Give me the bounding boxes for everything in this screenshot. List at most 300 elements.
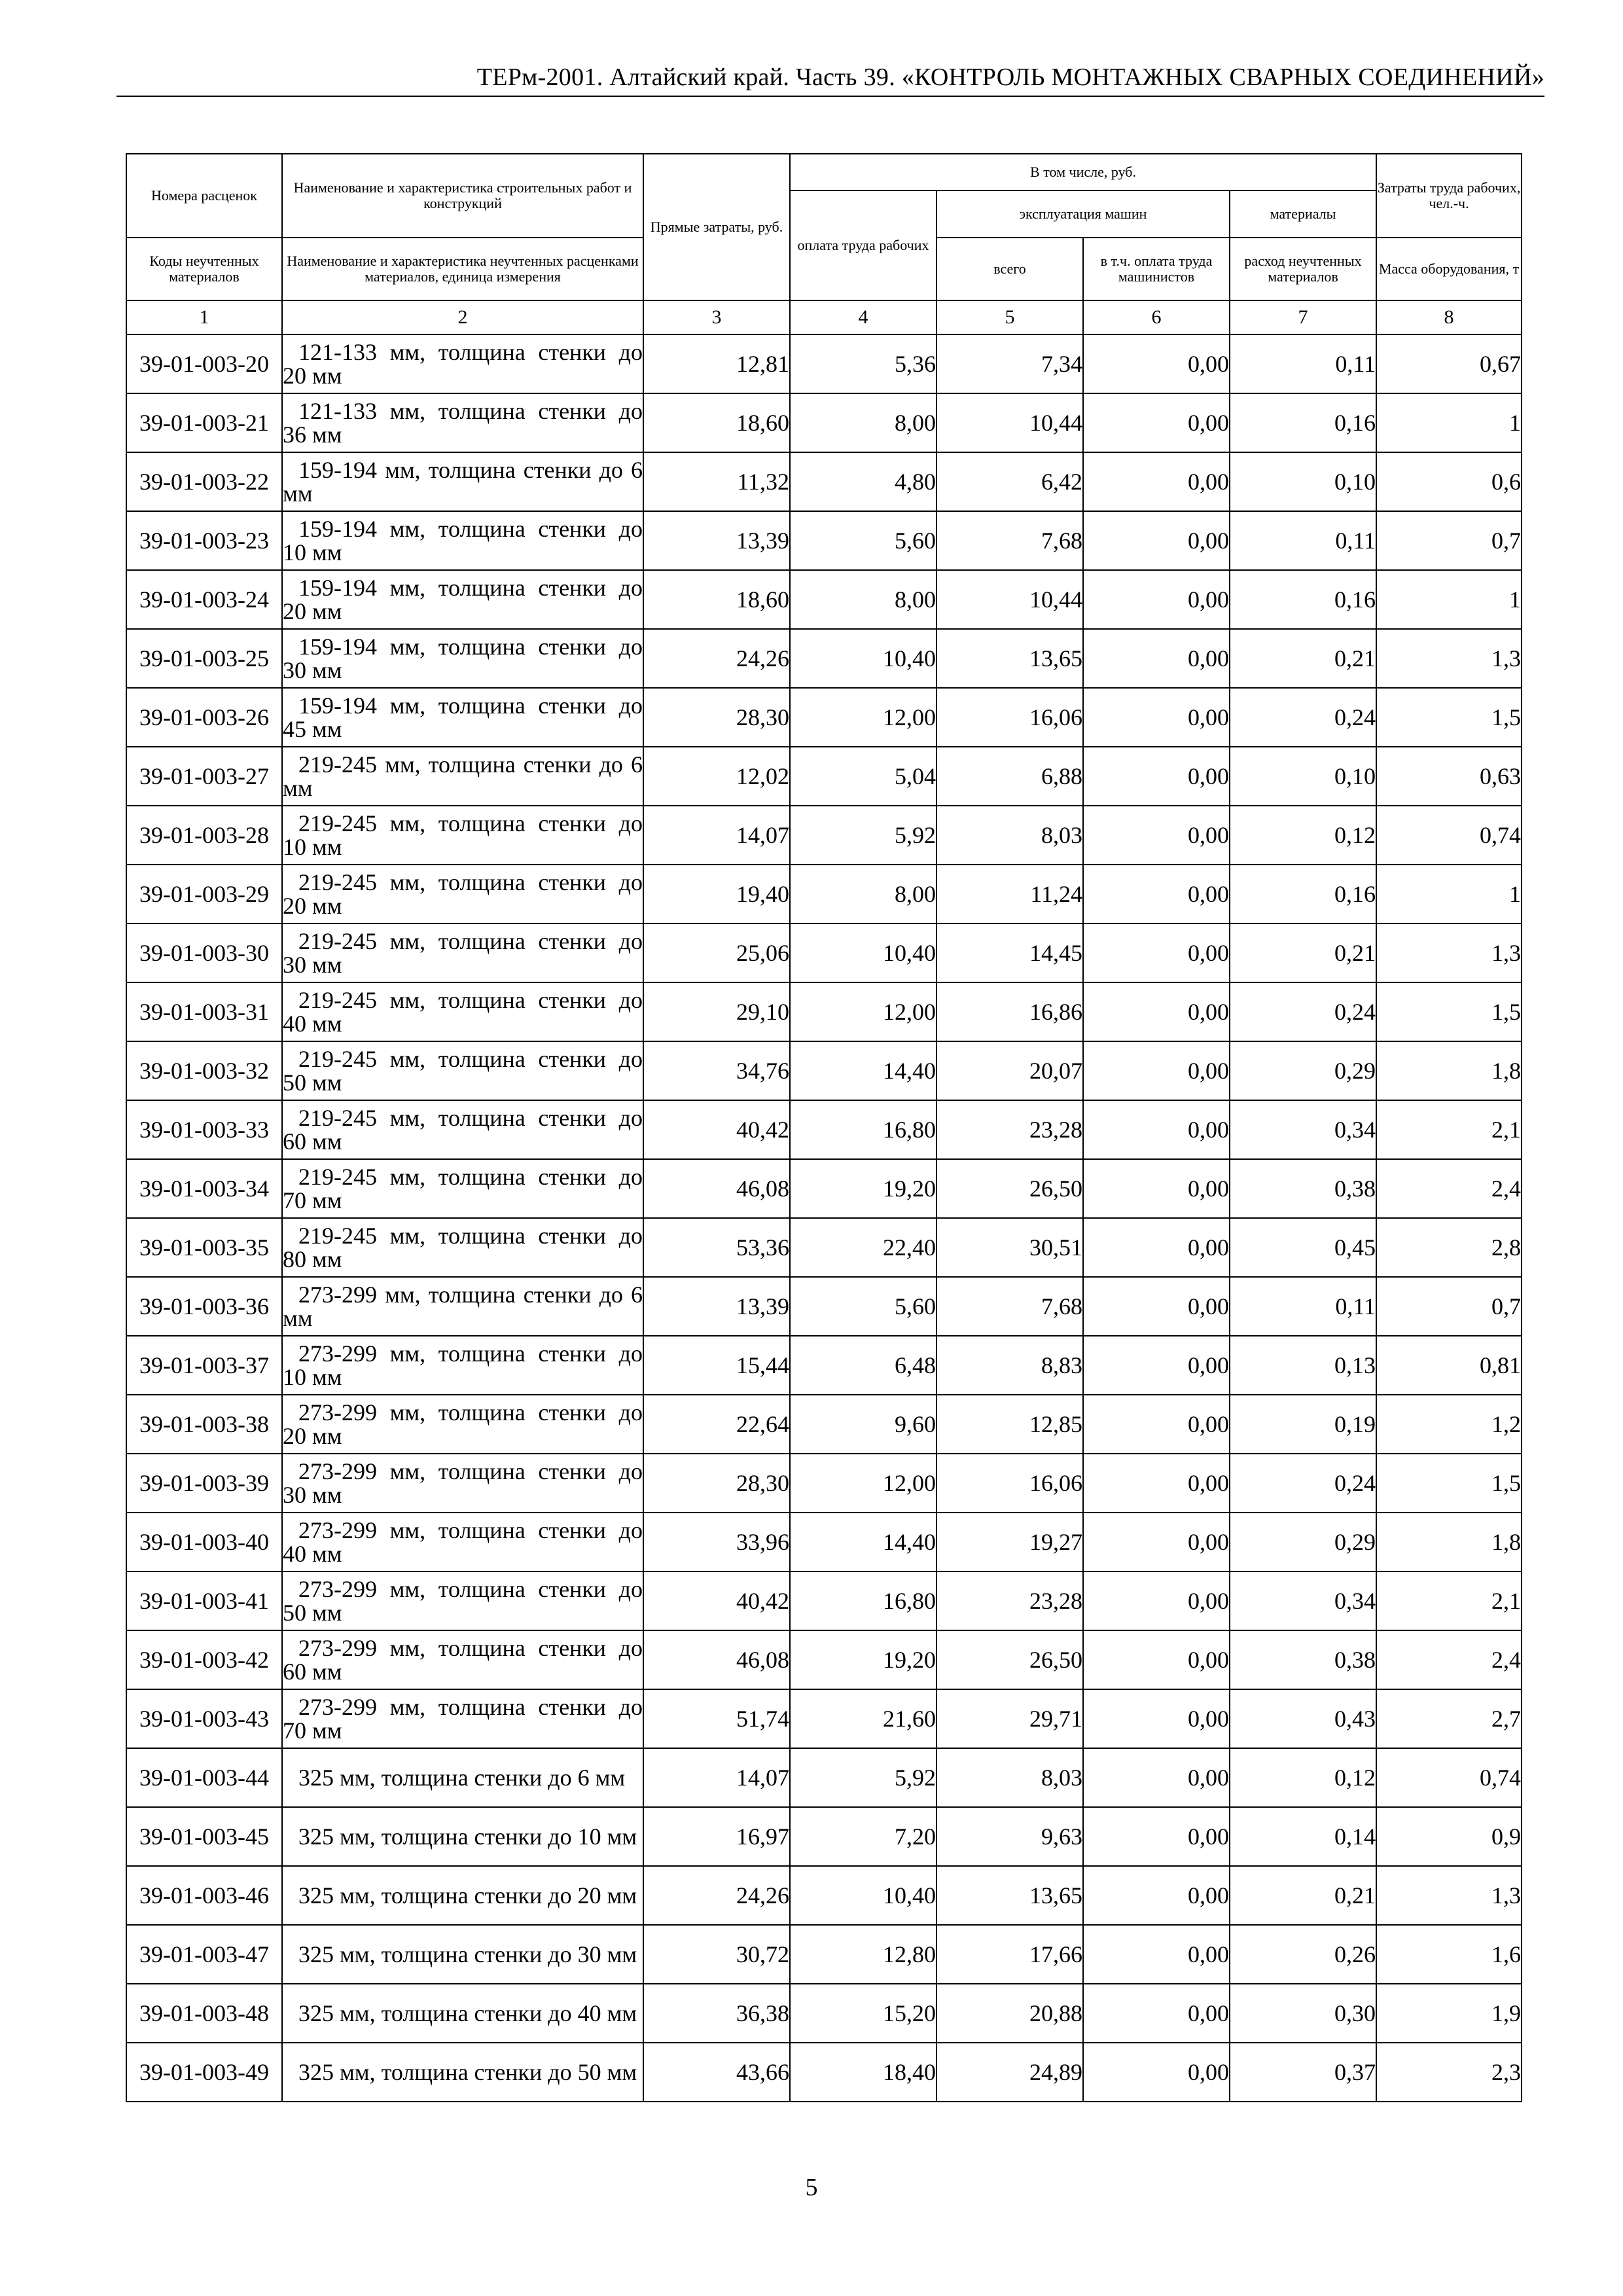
value-c3: 13,39 — [643, 1277, 790, 1336]
header-direct-costs: Прямые затраты, руб. — [643, 154, 790, 300]
value-c4: 19,20 — [790, 1159, 936, 1218]
rate-description-cell — [282, 1807, 643, 1866]
rate-description: 273-299 мм, толщина стенки до 10 мм — [283, 1340, 643, 1390]
rate-description: 219-245 мм, толщина стенки до 60 мм — [283, 1105, 643, 1155]
value-c5: 8,03 — [936, 1748, 1083, 1807]
rate-description-cell — [282, 924, 643, 982]
value-c8: 0,63 — [1376, 747, 1522, 806]
table-row — [126, 1571, 1522, 1630]
value-c7: 0,19 — [1230, 1395, 1376, 1454]
value-c3: 40,42 — [643, 1100, 790, 1159]
rate-description: 273-299 мм, толщина стенки до 20 мм — [283, 1399, 643, 1449]
value-c8: 1,9 — [1376, 1984, 1522, 2043]
value-c5: 23,28 — [936, 1100, 1083, 1159]
value-c6: 0,00 — [1083, 452, 1230, 511]
table-row — [126, 511, 1522, 570]
value-c4: 9,60 — [790, 1395, 936, 1454]
rate-code: 39-01-003-34 — [126, 1159, 282, 1218]
value-c5: 29,71 — [936, 1689, 1083, 1748]
value-c5: 13,65 — [936, 1866, 1083, 1925]
rate-code: 39-01-003-24 — [126, 570, 282, 629]
rate-description-cell — [282, 511, 643, 570]
rate-code: 39-01-003-26 — [126, 688, 282, 747]
value-c6: 0,00 — [1083, 747, 1230, 806]
rate-code: 39-01-003-49 — [126, 2043, 282, 2102]
table-row — [126, 1630, 1522, 1689]
rate-code: 39-01-003-23 — [126, 511, 282, 570]
rate-code: 39-01-003-44 — [126, 1748, 282, 1807]
value-c8: 0,74 — [1376, 1748, 1522, 1807]
rate-description: 219-245 мм, толщина стенки до 50 мм — [283, 1046, 643, 1096]
value-c3: 46,08 — [643, 1630, 790, 1689]
rate-description: 273-299 мм, толщина стенки до 60 мм — [283, 1635, 643, 1685]
value-c6: 0,00 — [1083, 1571, 1230, 1630]
value-c6: 0,00 — [1083, 1454, 1230, 1513]
rate-code: 39-01-003-37 — [126, 1336, 282, 1395]
value-c4: 22,40 — [790, 1218, 936, 1277]
rate-code: 39-01-003-28 — [126, 806, 282, 865]
value-c5: 23,28 — [936, 1571, 1083, 1630]
value-c7: 0,38 — [1230, 1159, 1376, 1218]
rate-description-cell — [282, 1513, 643, 1571]
value-c8: 0,9 — [1376, 1807, 1522, 1866]
value-c5: 6,88 — [936, 747, 1083, 806]
header-material-codes: Коды неучтенных материалов — [126, 238, 282, 300]
rate-code: 39-01-003-22 — [126, 452, 282, 511]
value-c5: 10,44 — [936, 570, 1083, 629]
value-c4: 5,04 — [790, 747, 936, 806]
table-row — [126, 1277, 1522, 1336]
value-c6: 0,00 — [1083, 1630, 1230, 1689]
header-labor-pay: оплата труда рабочих — [790, 190, 936, 300]
rate-description: 121-133 мм, толщина стенки до 20 мм — [283, 339, 643, 389]
value-c4: 16,80 — [790, 1571, 936, 1630]
rate-code: 39-01-003-32 — [126, 1041, 282, 1100]
value-c8: 1 — [1376, 393, 1522, 452]
value-c4: 5,60 — [790, 511, 936, 570]
value-c7: 0,24 — [1230, 1454, 1376, 1513]
table-row — [126, 1159, 1522, 1218]
value-c4: 5,36 — [790, 334, 936, 393]
rate-description: 219-245 мм, толщина стенки до 40 мм — [283, 987, 643, 1037]
value-c7: 0,12 — [1230, 1748, 1376, 1807]
value-c3: 25,06 — [643, 924, 790, 982]
column-number: 6 — [1083, 300, 1230, 334]
table-row — [126, 806, 1522, 865]
value-c7: 0,21 — [1230, 1866, 1376, 1925]
value-c7: 0,24 — [1230, 982, 1376, 1041]
value-c6: 0,00 — [1083, 1159, 1230, 1218]
rate-description-cell — [282, 452, 643, 511]
header-materials: материалы — [1230, 190, 1376, 238]
value-c6: 0,00 — [1083, 1277, 1230, 1336]
rate-description: 325 мм, толщина стенки до 50 мм — [298, 2059, 637, 2085]
value-c3: 18,60 — [643, 393, 790, 452]
header-machines-total: всего — [936, 238, 1083, 300]
value-c6: 0,00 — [1083, 1513, 1230, 1571]
value-c8: 1 — [1376, 570, 1522, 629]
rate-code: 39-01-003-41 — [126, 1571, 282, 1630]
rate-description: 325 мм, толщина стенки до 10 мм — [298, 1823, 637, 1850]
value-c4: 12,00 — [790, 982, 936, 1041]
value-c8: 1 — [1376, 865, 1522, 924]
rate-code: 39-01-003-43 — [126, 1689, 282, 1748]
value-c5: 30,51 — [936, 1218, 1083, 1277]
value-c5: 7,68 — [936, 511, 1083, 570]
table-row — [126, 1689, 1522, 1748]
rate-description: 325 мм, толщина стенки до 40 мм — [298, 2000, 637, 2026]
value-c5: 20,88 — [936, 1984, 1083, 2043]
rate-code: 39-01-003-38 — [126, 1395, 282, 1454]
rate-code: 39-01-003-46 — [126, 1866, 282, 1925]
value-c5: 10,44 — [936, 393, 1083, 452]
value-c5: 9,63 — [936, 1807, 1083, 1866]
rate-description-cell — [282, 982, 643, 1041]
value-c5: 8,03 — [936, 806, 1083, 865]
rate-description-cell — [282, 1041, 643, 1100]
rate-code: 39-01-003-25 — [126, 629, 282, 688]
value-c6: 0,00 — [1083, 1041, 1230, 1100]
rate-description-cell — [282, 806, 643, 865]
value-c5: 11,24 — [936, 865, 1083, 924]
rate-description-cell — [282, 1748, 643, 1807]
rate-description: 159-194 мм, толщина стенки до 30 мм — [283, 634, 643, 683]
header-machines: эксплуатация машин — [936, 190, 1230, 238]
value-c5: 12,85 — [936, 1395, 1083, 1454]
value-c4: 16,80 — [790, 1100, 936, 1159]
value-c8: 2,8 — [1376, 1218, 1522, 1277]
table-row — [126, 982, 1522, 1041]
value-c7: 0,11 — [1230, 511, 1376, 570]
value-c6: 0,00 — [1083, 629, 1230, 688]
value-c5: 26,50 — [936, 1159, 1083, 1218]
value-c7: 0,16 — [1230, 570, 1376, 629]
value-c8: 1,8 — [1376, 1041, 1522, 1100]
rate-description: 325 мм, толщина стенки до 30 мм — [298, 1941, 637, 1967]
table-row — [126, 1336, 1522, 1395]
value-c8: 1,5 — [1376, 982, 1522, 1041]
rate-description: 219-245 мм, толщина стенки до 20 мм — [283, 869, 643, 919]
value-c8: 1,3 — [1376, 924, 1522, 982]
value-c6: 0,00 — [1083, 924, 1230, 982]
value-c7: 0,24 — [1230, 688, 1376, 747]
value-c8: 2,3 — [1376, 2043, 1522, 2102]
value-c8: 1,3 — [1376, 1866, 1522, 1925]
value-c3: 46,08 — [643, 1159, 790, 1218]
rate-description: 219-245 мм, толщина стенки до 80 мм — [283, 1223, 643, 1272]
value-c7: 0,16 — [1230, 393, 1376, 452]
value-c7: 0,14 — [1230, 1807, 1376, 1866]
table-row — [126, 1984, 1522, 2043]
value-c7: 0,34 — [1230, 1100, 1376, 1159]
value-c5: 7,34 — [936, 334, 1083, 393]
value-c3: 24,26 — [643, 1866, 790, 1925]
value-c6: 0,00 — [1083, 982, 1230, 1041]
rate-description: 159-194 мм, толщина стенки до 20 мм — [283, 575, 643, 624]
value-c7: 0,11 — [1230, 334, 1376, 393]
value-c8: 1,2 — [1376, 1395, 1522, 1454]
value-c7: 0,21 — [1230, 924, 1376, 982]
value-c3: 12,02 — [643, 747, 790, 806]
value-c3: 43,66 — [643, 2043, 790, 2102]
value-c3: 24,26 — [643, 629, 790, 688]
value-c7: 0,43 — [1230, 1689, 1376, 1748]
value-c6: 0,00 — [1083, 570, 1230, 629]
value-c7: 0,45 — [1230, 1218, 1376, 1277]
rate-description-cell — [282, 865, 643, 924]
rate-description-cell — [282, 629, 643, 688]
rate-description-cell — [282, 688, 643, 747]
value-c3: 11,32 — [643, 452, 790, 511]
rate-description-cell — [282, 1336, 643, 1395]
rate-description-cell — [282, 1218, 643, 1277]
value-c4: 14,40 — [790, 1041, 936, 1100]
table-row — [126, 2043, 1522, 2102]
rate-description: 121-133 мм, толщина стенки до 36 мм — [283, 398, 643, 448]
table-row — [126, 393, 1522, 452]
value-c3: 30,72 — [643, 1925, 790, 1984]
rate-code: 39-01-003-27 — [126, 747, 282, 806]
value-c6: 0,00 — [1083, 1100, 1230, 1159]
table-row — [126, 1807, 1522, 1866]
value-c7: 0,12 — [1230, 806, 1376, 865]
value-c4: 19,20 — [790, 1630, 936, 1689]
value-c3: 29,10 — [643, 982, 790, 1041]
rate-description-cell — [282, 747, 643, 806]
rate-description-cell — [282, 570, 643, 629]
value-c5: 13,65 — [936, 629, 1083, 688]
column-number: 5 — [936, 300, 1083, 334]
table-row — [126, 629, 1522, 688]
table-row — [126, 1041, 1522, 1100]
value-c3: 22,64 — [643, 1395, 790, 1454]
value-c3: 13,39 — [643, 511, 790, 570]
value-c6: 0,00 — [1083, 1395, 1230, 1454]
header-equipment-mass: Масса оборудования, т — [1376, 238, 1522, 300]
rate-description-cell — [282, 1984, 643, 2043]
value-c7: 0,13 — [1230, 1336, 1376, 1395]
table-row — [126, 1748, 1522, 1807]
value-c7: 0,26 — [1230, 1925, 1376, 1984]
rate-code: 39-01-003-36 — [126, 1277, 282, 1336]
value-c8: 0,7 — [1376, 1277, 1522, 1336]
value-c6: 0,00 — [1083, 1689, 1230, 1748]
rate-code: 39-01-003-40 — [126, 1513, 282, 1571]
value-c3: 19,40 — [643, 865, 790, 924]
rate-description-cell — [282, 1866, 643, 1925]
value-c5: 7,68 — [936, 1277, 1083, 1336]
value-c5: 24,89 — [936, 2043, 1083, 2102]
value-c3: 14,07 — [643, 806, 790, 865]
value-c6: 0,00 — [1083, 511, 1230, 570]
value-c4: 6,48 — [790, 1336, 936, 1395]
value-c6: 0,00 — [1083, 865, 1230, 924]
value-c7: 0,30 — [1230, 1984, 1376, 2043]
value-c4: 10,40 — [790, 924, 936, 982]
rate-description: 325 мм, толщина стенки до 6 мм — [298, 1765, 626, 1791]
value-c4: 10,40 — [790, 629, 936, 688]
value-c6: 0,00 — [1083, 1866, 1230, 1925]
value-c8: 2,1 — [1376, 1100, 1522, 1159]
header-materials-consumption: расход неучтенных материалов — [1230, 238, 1376, 300]
rate-code: 39-01-003-21 — [126, 393, 282, 452]
value-c7: 0,37 — [1230, 2043, 1376, 2102]
value-c4: 8,00 — [790, 865, 936, 924]
rate-description-cell — [282, 1159, 643, 1218]
value-c3: 12,81 — [643, 334, 790, 393]
rate-code: 39-01-003-48 — [126, 1984, 282, 2043]
value-c7: 0,34 — [1230, 1571, 1376, 1630]
value-c6: 0,00 — [1083, 1748, 1230, 1807]
rate-code: 39-01-003-42 — [126, 1630, 282, 1689]
value-c3: 51,74 — [643, 1689, 790, 1748]
value-c8: 0,74 — [1376, 806, 1522, 865]
value-c8: 1,8 — [1376, 1513, 1522, 1571]
value-c6: 0,00 — [1083, 1925, 1230, 1984]
value-c3: 40,42 — [643, 1571, 790, 1630]
value-c3: 15,44 — [643, 1336, 790, 1395]
value-c3: 36,38 — [643, 1984, 790, 2043]
table-row — [126, 1395, 1522, 1454]
value-c5: 17,66 — [936, 1925, 1083, 1984]
value-c7: 0,10 — [1230, 747, 1376, 806]
column-number: 3 — [643, 300, 790, 334]
rate-description: 159-194 мм, толщина стенки до 45 мм — [283, 692, 643, 742]
rate-description: 159-194 мм, толщина стенки до 6 мм — [283, 457, 643, 507]
rate-description: 219-245 мм, толщина стенки до 70 мм — [283, 1164, 643, 1213]
table-row — [126, 1513, 1522, 1571]
value-c8: 0,7 — [1376, 511, 1522, 570]
value-c8: 2,4 — [1376, 1159, 1522, 1218]
value-c3: 33,96 — [643, 1513, 790, 1571]
rate-description: 325 мм, толщина стенки до 20 мм — [298, 1882, 637, 1909]
rate-code: 39-01-003-47 — [126, 1925, 282, 1984]
value-c5: 6,42 — [936, 452, 1083, 511]
rate-code: 39-01-003-45 — [126, 1807, 282, 1866]
value-c7: 0,11 — [1230, 1277, 1376, 1336]
value-c5: 16,06 — [936, 1454, 1083, 1513]
value-c5: 16,86 — [936, 982, 1083, 1041]
rate-code: 39-01-003-35 — [126, 1218, 282, 1277]
table-row — [126, 1925, 1522, 1984]
value-c5: 14,45 — [936, 924, 1083, 982]
rate-description: 159-194 мм, толщина стенки до 10 мм — [283, 516, 643, 565]
header-labor-costs: Затраты труда рабочих, чел.-ч. — [1376, 154, 1522, 238]
value-c6: 0,00 — [1083, 1807, 1230, 1866]
rate-code: 39-01-003-20 — [126, 334, 282, 393]
rate-code: 39-01-003-39 — [126, 1454, 282, 1513]
value-c4: 21,60 — [790, 1689, 936, 1748]
table-row — [126, 688, 1522, 747]
rate-description-cell — [282, 1630, 643, 1689]
value-c3: 28,30 — [643, 688, 790, 747]
header-material-name: Наименование и характеристика неучтенных расценками материалов, единица измерения — [282, 238, 643, 300]
value-c8: 2,7 — [1376, 1689, 1522, 1748]
rate-description-cell — [282, 1277, 643, 1336]
rate-description-cell — [282, 1454, 643, 1513]
value-c4: 12,00 — [790, 688, 936, 747]
rate-description-cell — [282, 1925, 643, 1984]
value-c8: 1,5 — [1376, 688, 1522, 747]
value-c5: 8,83 — [936, 1336, 1083, 1395]
rate-code: 39-01-003-30 — [126, 924, 282, 982]
value-c4: 10,40 — [790, 1866, 936, 1925]
rate-description-cell — [282, 334, 643, 393]
column-number: 7 — [1230, 300, 1376, 334]
rates-table — [126, 153, 1522, 2102]
rate-code: 39-01-003-33 — [126, 1100, 282, 1159]
value-c4: 7,20 — [790, 1807, 936, 1866]
header-including: В том числе, руб. — [790, 154, 1376, 190]
column-number: 4 — [790, 300, 936, 334]
value-c3: 34,76 — [643, 1041, 790, 1100]
page-header: ТЕРм-2001. Алтайский край. Часть 39. «КОНТРОЛЬ МОНТАЖНЫХ СВАРНЫХ СОЕДИНЕНИЙ» — [116, 63, 1544, 97]
value-c8: 0,67 — [1376, 334, 1522, 393]
value-c4: 12,80 — [790, 1925, 936, 1984]
rate-description: 219-245 мм, толщина стенки до 6 мм — [283, 751, 643, 801]
value-c8: 1,3 — [1376, 629, 1522, 688]
table-row — [126, 452, 1522, 511]
table-row — [126, 865, 1522, 924]
header-work-name: Наименование и характеристика строительных работ и конструкций — [282, 154, 643, 238]
value-c4: 5,60 — [790, 1277, 936, 1336]
value-c3: 53,36 — [643, 1218, 790, 1277]
rate-code: 39-01-003-29 — [126, 865, 282, 924]
value-c8: 0,6 — [1376, 452, 1522, 511]
table-row — [126, 1218, 1522, 1277]
value-c4: 5,92 — [790, 806, 936, 865]
column-number: 8 — [1376, 300, 1522, 334]
rate-description-cell — [282, 2043, 643, 2102]
rate-code: 39-01-003-31 — [126, 982, 282, 1041]
value-c6: 0,00 — [1083, 334, 1230, 393]
rate-description: 273-299 мм, толщина стенки до 30 мм — [283, 1458, 643, 1508]
column-number: 1 — [126, 300, 282, 334]
value-c4: 15,20 — [790, 1984, 936, 2043]
value-c6: 0,00 — [1083, 688, 1230, 747]
value-c7: 0,38 — [1230, 1630, 1376, 1689]
rate-description: 273-299 мм, толщина стенки до 40 мм — [283, 1517, 643, 1567]
rate-description-cell — [282, 393, 643, 452]
value-c5: 19,27 — [936, 1513, 1083, 1571]
value-c5: 20,07 — [936, 1041, 1083, 1100]
rate-description: 273-299 мм, толщина стенки до 6 мм — [283, 1282, 643, 1331]
value-c6: 0,00 — [1083, 806, 1230, 865]
rate-description: 219-245 мм, толщина стенки до 10 мм — [283, 810, 643, 860]
table-row — [126, 1100, 1522, 1159]
rate-description: 273-299 мм, толщина стенки до 50 мм — [283, 1576, 643, 1626]
header-machinists-pay: в т.ч. оплата труда машинистов — [1083, 238, 1230, 300]
table-row — [126, 1454, 1522, 1513]
value-c6: 0,00 — [1083, 2043, 1230, 2102]
table-row — [126, 747, 1522, 806]
value-c7: 0,29 — [1230, 1041, 1376, 1100]
value-c7: 0,21 — [1230, 629, 1376, 688]
rate-description-cell — [282, 1395, 643, 1454]
value-c8: 2,1 — [1376, 1571, 1522, 1630]
column-number: 2 — [282, 300, 643, 334]
rate-description: 219-245 мм, толщина стенки до 30 мм — [283, 928, 643, 978]
value-c3: 16,97 — [643, 1807, 790, 1866]
value-c8: 2,4 — [1376, 1630, 1522, 1689]
table-row — [126, 570, 1522, 629]
value-c4: 5,92 — [790, 1748, 936, 1807]
value-c5: 26,50 — [936, 1630, 1083, 1689]
header-rate-numbers: Номера расценок — [126, 154, 282, 238]
value-c4: 14,40 — [790, 1513, 936, 1571]
table-row — [126, 334, 1522, 393]
value-c4: 4,80 — [790, 452, 936, 511]
